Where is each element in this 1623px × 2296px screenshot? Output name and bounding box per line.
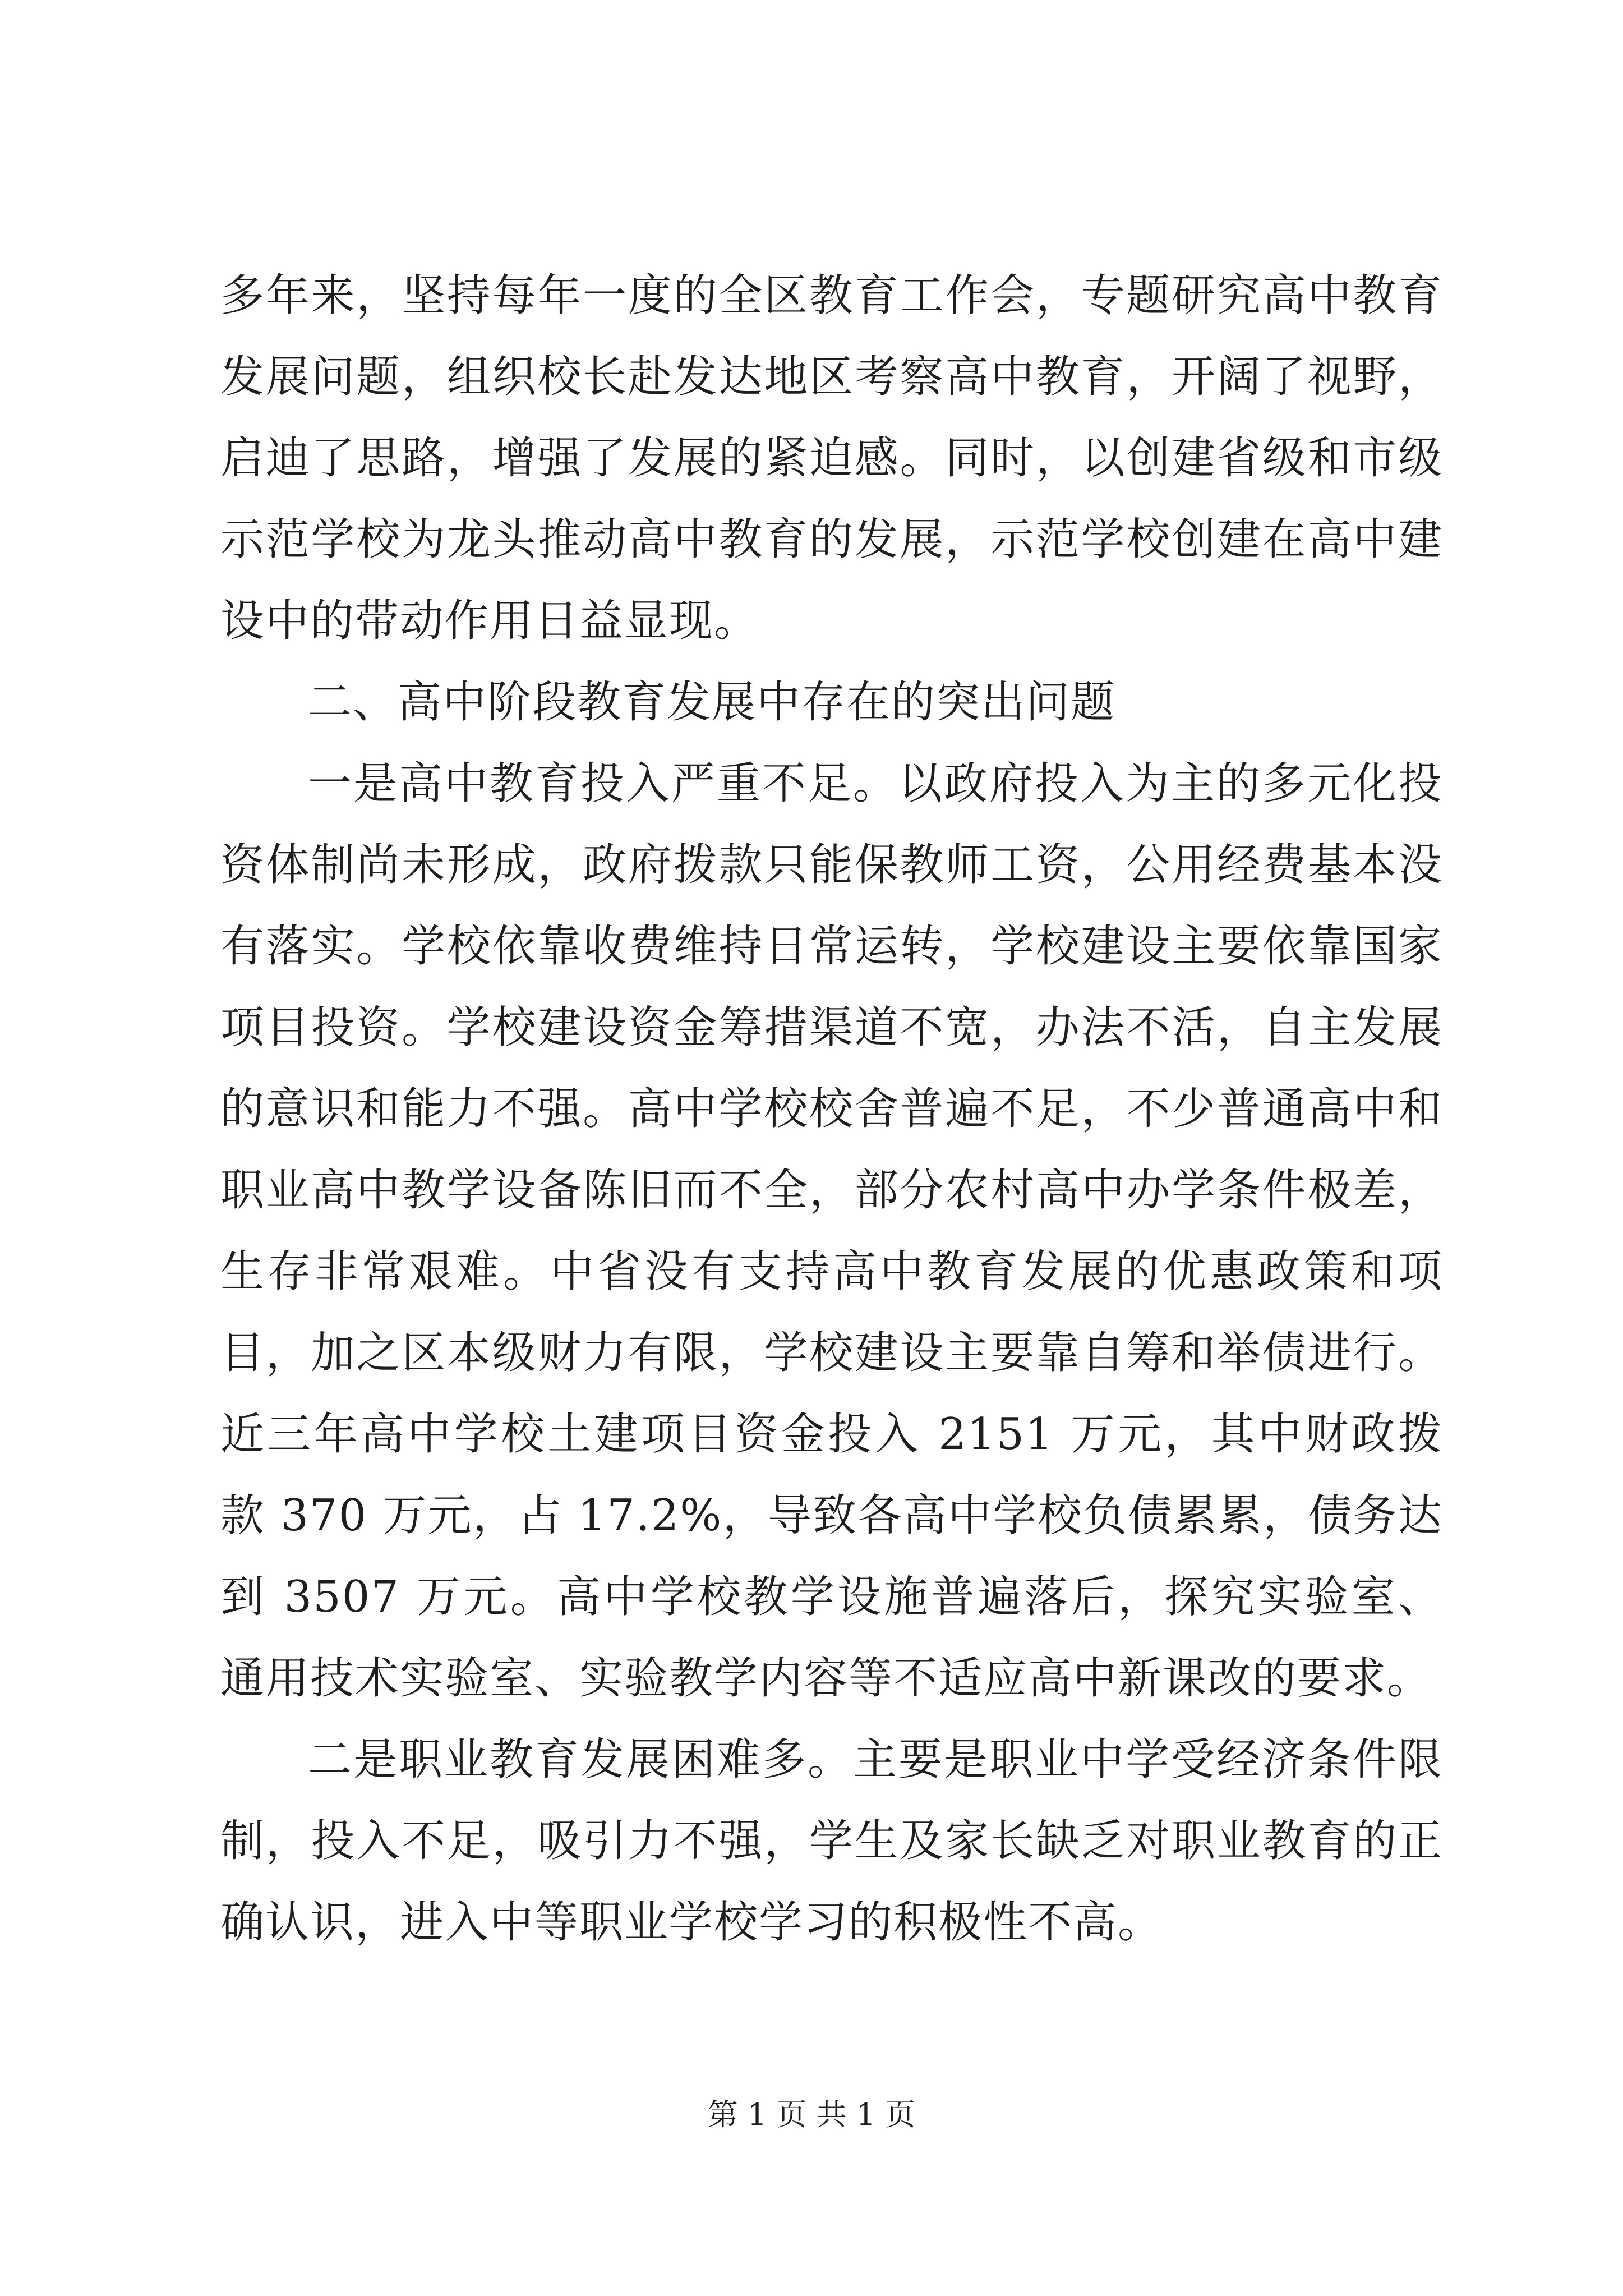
paragraph-continuation: 多年来，坚持每年一度的全区教育工作会，专题研究高中教育发展问题，组织校长赴发达地区考察高中教育，开阔了视野，启迪了思路，增强了发展的紧迫感。同时，以创建省级和市级示范学校为龙头推动高中教育的发展，示范学校创建在高中建设中的带动作用日益显现。 [220,270,1443,646]
paragraph-vocational-problem: 二是职业教育发展困难多。主要是职业中学受经济条件限制，投入不足，吸引力不强，学生及家长缺乏对职业教育的正确认识，进入中等职业学校学习的积极性不高。 [220,1734,1443,1948]
page-footer: 第 1 页 共 1 页 [707,2097,916,2132]
section-heading: 二、高中阶段教育发展中存在的突出问题 [308,677,1116,728]
document-body [220,255,1443,1963]
paragraph-funding-problem: 一是高中教育投入严重不足。以政府投入为主的多元化投资体制尚未形成，政府拨款只能保教师工资，公用经费基本没有落实。学校依靠收费维持日常运转，学校建设主要依靠国家项目投资。学校建设资金筹措渠道不宽，办法不活，自主发展的意识和能力不强。高中学校校舍普遍不足，不少普通高中和职业高中教学设备陈旧而不全，部分农村高中办学条件极差，生存非常艰难。中省没有支持高中教育发展的优惠政策和项目，加之区本级财力有限，学校建设主要靠自筹和举债进行。近三年高中学校土建项目资金投入 2151 万元，其中财政拨款 370 万元，占 17.2%，导致各高中学校负债累累，债务达到 3507 万元。高中学校教学设施普遍落后，探究实验室、通用技术实验室、实验教学内容等不适应高中新课改的要求。 [220,758,1443,1704]
